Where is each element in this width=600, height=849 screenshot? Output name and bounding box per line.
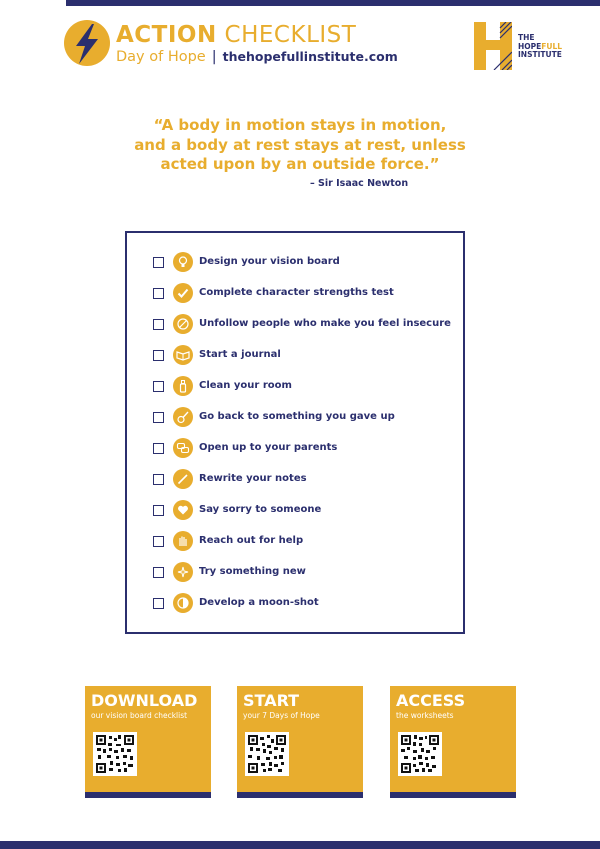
hopefull-institute-logo <box>474 22 574 70</box>
logo-text <box>518 34 562 60</box>
hand-icon <box>173 531 193 551</box>
checkbox[interactable] <box>153 350 164 361</box>
checklist-item[interactable] <box>153 407 453 429</box>
checkbox[interactable] <box>153 443 164 454</box>
subtitle-line <box>116 48 398 66</box>
checkbox[interactable] <box>153 536 164 547</box>
card-subtitle: our vision board checklist <box>91 711 188 720</box>
checkbox[interactable] <box>153 381 164 392</box>
no-thumb-icon <box>173 314 193 334</box>
checklist-item-label: Rewrite your notes <box>199 473 307 484</box>
qr-code-icon[interactable] <box>398 732 442 776</box>
checklist-item-label: Develop a moon-shot <box>199 597 319 608</box>
quote-line: “A body in motion stays in motion, <box>153 116 447 134</box>
checklist-item[interactable] <box>153 500 453 522</box>
logo-hope: HOPE <box>518 41 542 51</box>
checklist-item-label: Reach out for help <box>199 535 304 546</box>
checkbox[interactable] <box>153 319 164 330</box>
checklist-item[interactable] <box>153 345 453 367</box>
checklist-item[interactable] <box>153 438 453 460</box>
quote-attribution: – Sir Isaac Newton <box>310 178 409 189</box>
checklist-item-label: Open up to your parents <box>199 442 338 453</box>
checklist-item[interactable] <box>153 283 453 305</box>
checklist-item[interactable] <box>153 376 453 398</box>
top-bar <box>66 0 600 6</box>
checklist-item-label: Complete character strengths test <box>199 287 394 298</box>
checkmark-icon <box>173 283 193 303</box>
title-rest: CHECKLIST <box>224 22 357 48</box>
checkbox[interactable] <box>153 505 164 516</box>
lightning-bolt-icon <box>64 20 110 66</box>
checklist-item[interactable] <box>153 562 453 584</box>
sparkle-icon <box>173 562 193 582</box>
action-checklist <box>125 231 465 634</box>
pencil-icon <box>173 469 193 489</box>
checklist-item-label: Go back to something you gave up <box>199 411 395 422</box>
heart-icon <box>173 500 193 520</box>
checklist-item[interactable] <box>153 531 453 553</box>
quote-line: acted upon by an outside force.” <box>160 155 440 173</box>
start-card[interactable] <box>237 686 363 792</box>
download-card[interactable] <box>85 686 211 792</box>
page-title <box>116 22 398 48</box>
quote <box>100 116 500 175</box>
quote-line: and a body at rest stays at rest, unless <box>134 135 466 154</box>
checklist-item[interactable] <box>153 469 453 491</box>
title-block <box>116 22 398 66</box>
lightbulb-icon <box>173 252 193 272</box>
separator: | <box>211 49 217 65</box>
access-card[interactable] <box>390 686 516 792</box>
checklist-item-label: Start a journal <box>199 349 281 360</box>
logo-full: FULL <box>541 41 563 51</box>
checklist-item-label: Clean your room <box>199 380 292 391</box>
checkbox[interactable] <box>153 567 164 578</box>
subtitle: Day of Hope <box>116 49 206 65</box>
logo-line-1: THE <box>518 33 535 42</box>
card-title: DOWNLOAD <box>91 691 198 710</box>
bottom-bar <box>0 841 600 849</box>
card-subtitle: the worksheets <box>396 711 454 720</box>
checklist-item-label: Try something new <box>199 566 306 577</box>
logo-h-icon <box>474 22 512 70</box>
checkbox[interactable] <box>153 474 164 485</box>
checklist-item-label: Say sorry to someone <box>199 504 322 515</box>
spray-bottle-icon <box>173 376 193 396</box>
card-title: ACCESS <box>396 691 466 710</box>
website-link[interactable]: thehopefullinstitute.com <box>222 49 398 64</box>
checkbox[interactable] <box>153 412 164 423</box>
checklist-item-label: Unfollow people who make you feel insecure <box>199 318 451 329</box>
header <box>64 20 534 80</box>
chat-icon <box>173 438 193 458</box>
title-bold: ACTION <box>116 22 217 48</box>
moon-icon <box>173 593 193 613</box>
card-title: START <box>243 691 300 710</box>
card-bottom-bar <box>237 792 363 798</box>
card-subtitle: your 7 Days of Hope <box>243 711 320 720</box>
checklist-item-label: Design your vision board <box>199 256 340 267</box>
card-bottom-bar <box>85 792 211 798</box>
journal-icon <box>173 345 193 365</box>
checklist-item[interactable] <box>153 252 453 274</box>
checkbox[interactable] <box>153 288 164 299</box>
checkbox[interactable] <box>153 598 164 609</box>
qr-code-icon[interactable] <box>93 732 137 776</box>
qr-code-icon[interactable] <box>245 732 289 776</box>
guitar-icon <box>173 407 193 427</box>
card-bottom-bar <box>390 792 516 798</box>
checklist-item[interactable] <box>153 593 453 615</box>
checklist-item[interactable] <box>153 314 453 336</box>
logo-line-3: INSTITUTE <box>518 50 562 59</box>
checkbox[interactable] <box>153 257 164 268</box>
